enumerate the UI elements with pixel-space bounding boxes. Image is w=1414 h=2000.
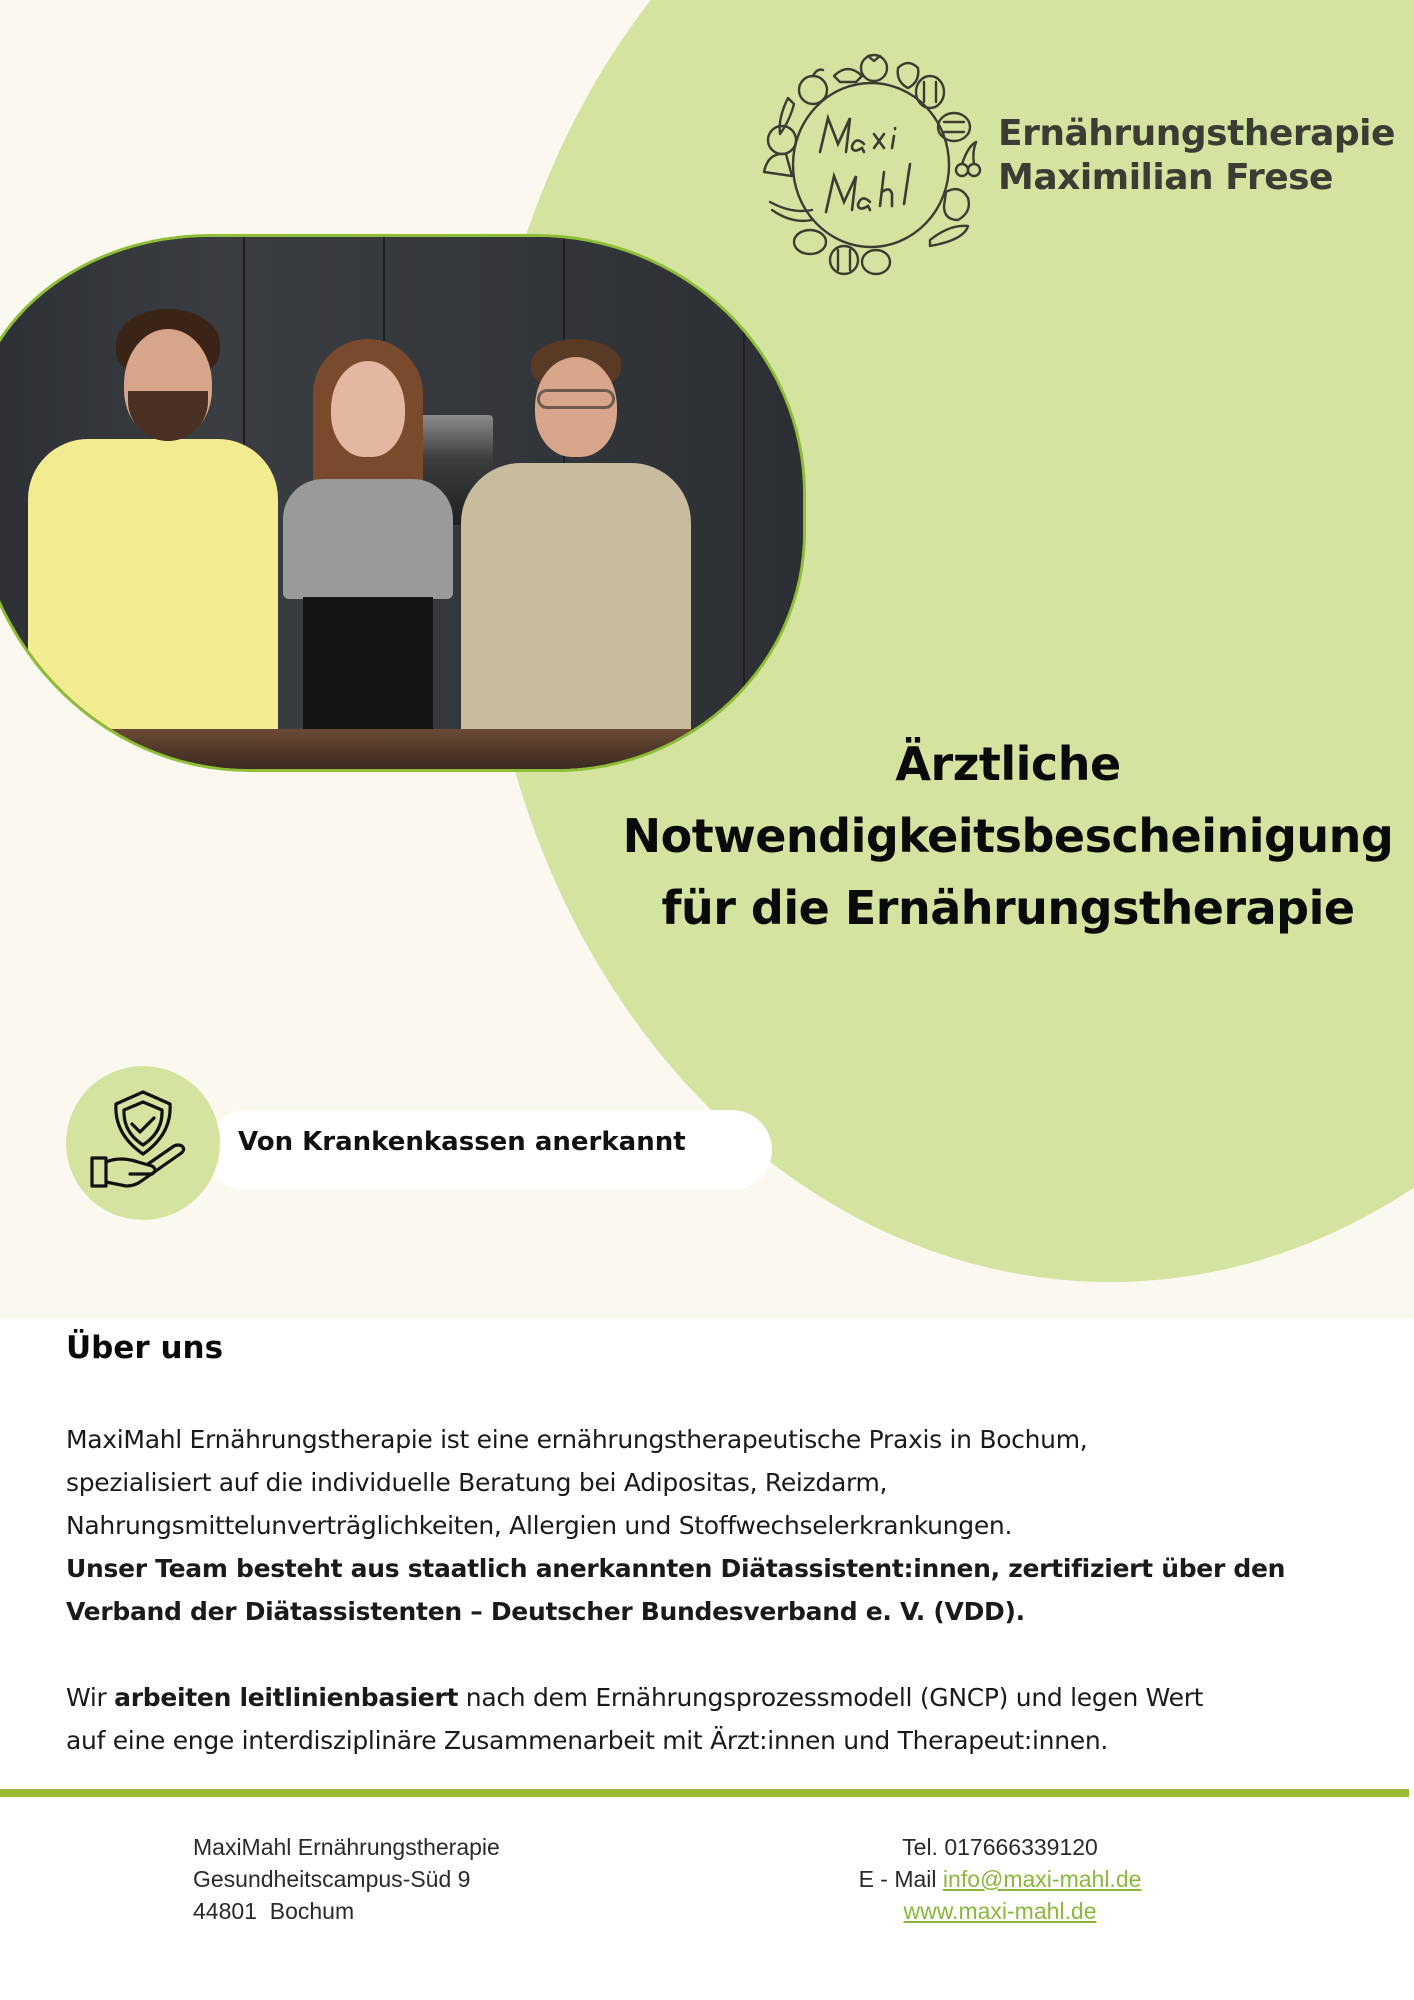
about-text-line xyxy=(66,1676,1366,1719)
footer-company-name: MaxiMahl Ernährungstherapie xyxy=(193,1834,500,1860)
about-text-span: nach dem Ernährungsprozessmodell (GNCP) und legen Wert xyxy=(458,1683,1204,1712)
about-text-line: spezialisiert auf die individuelle Beratung bei Adipositas, Reizdarm, xyxy=(66,1468,888,1497)
badge-icon-circle xyxy=(66,1066,220,1220)
footer-street: Gesundheitscampus-Süd 9 xyxy=(193,1866,471,1892)
about-text-emphasis: arbeiten leitlinienbasiert xyxy=(114,1683,459,1712)
footer-phone: Tel. 017666339120 xyxy=(902,1834,1098,1860)
brand-name-line2: Maximilian Frese xyxy=(998,157,1333,198)
about-text-span: Wir xyxy=(66,1683,115,1712)
footer-email-label: E - Mail xyxy=(858,1866,943,1892)
footer-email-link[interactable]: info@maxi-mahl.de xyxy=(942,1866,1142,1892)
title-line2: Notwendigkeitsbescheinigung xyxy=(622,809,1394,863)
footer-address xyxy=(193,1831,500,1927)
title-line1: Ärztliche xyxy=(895,737,1121,791)
about-text-line: MaxiMahl Ernährungstherapie ist eine ernährungstherapeutische Praxis in Bochum, xyxy=(66,1425,1088,1454)
footer-website-link[interactable]: www.maxi-mahl.de xyxy=(903,1898,1097,1924)
brand-name xyxy=(998,112,1395,200)
team-photo xyxy=(0,234,806,772)
footer-website-row xyxy=(800,1895,1200,1927)
about-text-bold-line: Unser Team besteht aus staatlich anerkannten Diätassistent:innen, zertifiziert über den xyxy=(66,1554,1286,1583)
person-left xyxy=(28,309,278,739)
title-line3: für die Ernährungstherapie xyxy=(661,881,1355,935)
footer-email-row xyxy=(800,1863,1200,1895)
photo-panel-line xyxy=(743,237,745,769)
footer-divider xyxy=(0,1789,1409,1797)
about-body xyxy=(66,1418,1366,1762)
about-text-bold-line: Verband der Diätassistenten – Deutscher Bundesverband e. V. (VDD). xyxy=(66,1597,1025,1626)
page-title xyxy=(620,728,1396,944)
person-center xyxy=(263,339,473,739)
about-heading: Über uns xyxy=(66,1330,224,1366)
person-right xyxy=(461,339,691,739)
footer-contact xyxy=(800,1831,1200,1927)
about-text-line: Nahrungsmittelunverträglichkeiten, Allergien und Stoffwechselerkrankungen. xyxy=(66,1511,1013,1540)
brand-name-line1: Ernährungstherapie xyxy=(998,113,1395,154)
about-text-line: auf eine enge interdisziplinäre Zusammenarbeit mit Ärzt:innen und Therapeut:innen. xyxy=(66,1726,1109,1755)
badge-label: Von Krankenkassen anerkannt xyxy=(238,1127,686,1157)
footer-city: 44801 Bochum xyxy=(193,1898,355,1924)
shield-check-hand-icon xyxy=(82,1082,204,1204)
